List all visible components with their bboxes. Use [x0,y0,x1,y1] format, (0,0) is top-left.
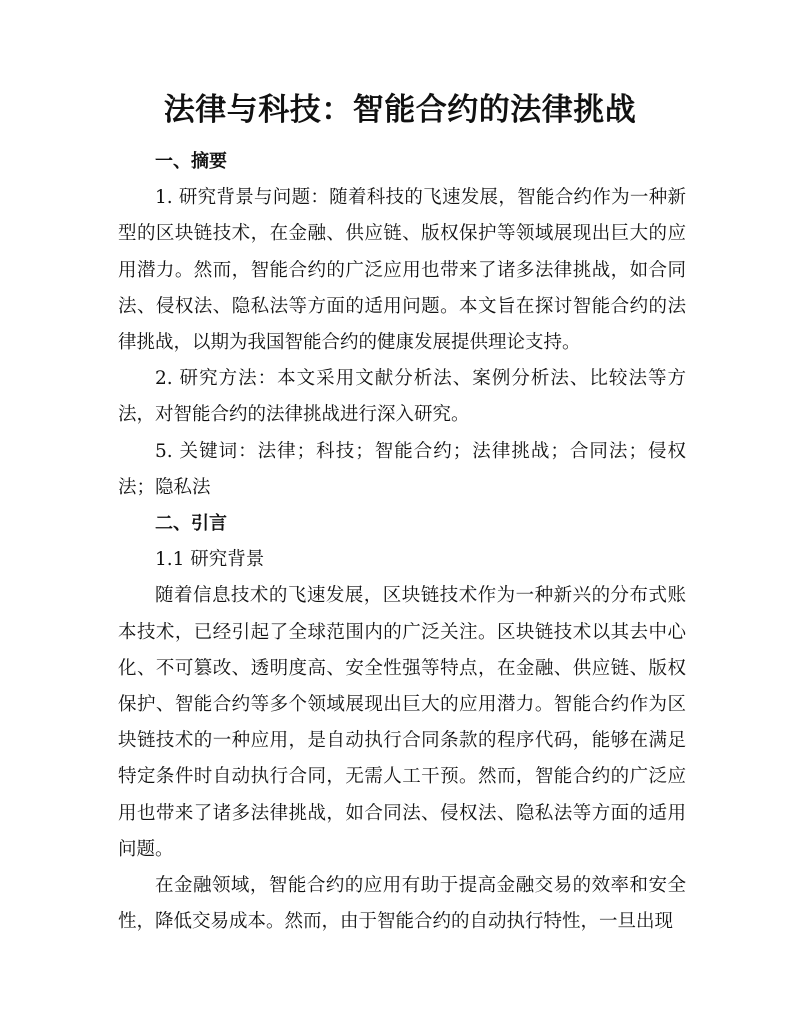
document-body [118,144,686,940]
paragraph-keywords: 5. 关键词：法律；科技；智能合约；法律挑战；合同法；侵权法；隐私法 [118,440,686,498]
paragraph-intro-2: 在金融领域，智能合约的应用有助于提高金融交易的效率和安全性，降低交易成本。然而，由于智能合约的自动执行特性，一旦出现 [118,875,686,933]
paragraph-background: 1. 研究背景与问题：随着科技的飞速发展，智能合约作为一种新型的区块链技术，在金融、供应链、版权保护等领域展现出巨大的应用潜力。然而，智能合约的广泛应用也带来了诸多法律挑战，如合同法、侵权法、隐私法等方面的适用问题。本文旨在探讨智能合约的法律挑战，以期为我国智能合约的健康发展提供理论支持。 [118,187,686,354]
page-title: 法律与科技：智能合约的法律挑战 [163,92,637,128]
section-heading-introduction: 二、引言 [155,513,227,535]
subsection-heading-background: 1.1 研究背景 [155,549,265,571]
section-heading-abstract: 一、摘要 [155,151,227,172]
paragraph-intro-1: 随着信息技术的飞速发展，区块链技术作为一种新兴的分布式账本技术，已经引起了全球范围内的广泛关注。区块链技术以其去中心化、不可篡改、透明度高、安全性强等特点，在金融、供应链、版权保护、智能合约等多个领域展现出巨大的应用潜力。智能合约作为区块链技术的一种应用，是自动执行合同条款的程序代码，能够在满足特定条件时自动执行合同，无需人工干预。然而，智能合约的广泛应用也带来了诸多法律挑战，如合同法、侵权法、隐私法等方面的适用问题。 [118,585,686,860]
paragraph-method: 2. 研究方法：本文采用文献分析法、案例分析法、比较法等方法，对智能合约的法律挑战进行深入研究。 [118,368,686,426]
